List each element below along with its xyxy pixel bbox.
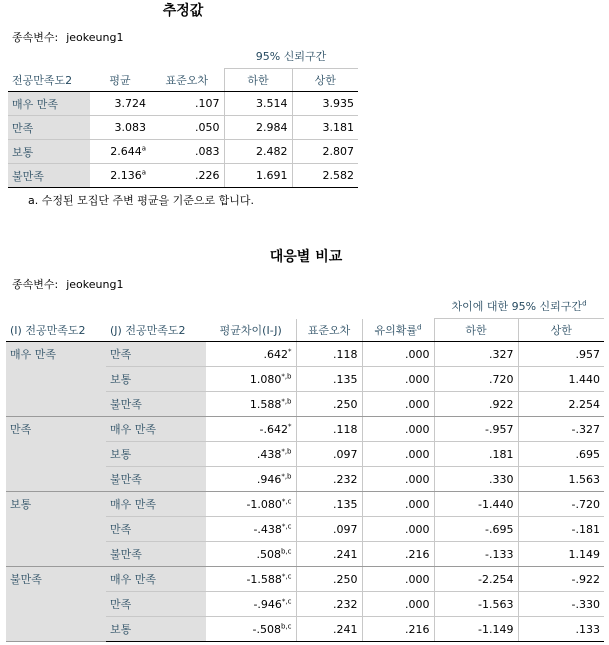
- mean-diff-cell: [206, 592, 296, 617]
- mean-diff-cell: [206, 517, 296, 542]
- sig-cell: .000: [362, 367, 434, 392]
- mean-diff-value: -.946: [253, 597, 282, 611]
- lower-cell: .327: [434, 342, 518, 367]
- se-cell: .250: [296, 392, 362, 417]
- mean-diff-sup: *,b: [281, 471, 292, 480]
- col-se: 표준오차: [150, 69, 224, 92]
- mean-diff-cell: [206, 392, 296, 417]
- dep-label: 종속변수:: [12, 31, 59, 44]
- upper-cell: 3.935: [292, 92, 358, 116]
- mean-diff-cell: [206, 417, 296, 442]
- mean-diff-sup: *,b: [281, 446, 292, 455]
- lower-cell: -.133: [434, 542, 518, 567]
- pairwise-title: 대응별 비교: [269, 249, 343, 265]
- upper-cell: -.720: [518, 492, 604, 517]
- diff-ci-header-text: 차이에 대한 95% 신뢰구간: [451, 300, 583, 313]
- mean-diff-value: -.642: [259, 422, 288, 436]
- mean-diff-value: -1.588: [246, 572, 282, 586]
- mean-diff-value: .946: [256, 472, 282, 486]
- pairwise-dependent-variable: [12, 276, 131, 292]
- se-cell: .232: [296, 592, 362, 617]
- group-label-i: 불만족: [6, 567, 106, 642]
- row-label: 보통: [8, 140, 90, 164]
- se-cell: .083: [150, 140, 224, 164]
- upper-cell: -.922: [518, 567, 604, 592]
- upper-cell: .957: [518, 342, 604, 367]
- estimates-row: [8, 116, 358, 140]
- pairwise-table: [6, 294, 604, 642]
- mean-diff-sup: *,b: [281, 371, 292, 380]
- lower-cell: 2.482: [224, 140, 292, 164]
- sig-cell: .216: [362, 617, 434, 642]
- sig-cell: .216: [362, 542, 434, 567]
- mean-diff-cell: [206, 542, 296, 567]
- mean-diff-cell: [206, 442, 296, 467]
- upper-cell: 2.807: [292, 140, 358, 164]
- mean-diff-cell: [206, 567, 296, 592]
- se-cell: .250: [296, 567, 362, 592]
- estimates-title: 추정값: [162, 3, 204, 19]
- mean-cell: [90, 92, 150, 116]
- label-j: 보통: [106, 367, 206, 392]
- mean-value: 2.136: [110, 169, 142, 182]
- mean-diff-value: -.438: [253, 522, 282, 536]
- col-mean: 평균: [90, 69, 150, 92]
- mean-diff-sup: *,c: [281, 596, 292, 605]
- row-label: 매우 만족: [8, 92, 90, 116]
- estimates-row: [8, 92, 358, 116]
- mean-diff-cell: [206, 617, 296, 642]
- col-se: 표준오차: [296, 319, 362, 342]
- estimates-dependent-variable: [12, 29, 131, 45]
- mean-diff-cell: [206, 367, 296, 392]
- label-j: 불만족: [106, 467, 206, 492]
- col-lower: 하한: [224, 69, 292, 92]
- mean-value: 2.644: [110, 145, 142, 158]
- pairwise-row: [6, 567, 604, 592]
- mean-diff-value: 1.588: [249, 397, 282, 411]
- row-label: 만족: [8, 116, 90, 140]
- lower-cell: .181: [434, 442, 518, 467]
- mean-diff-value: 1.080: [249, 372, 282, 386]
- se-cell: .118: [296, 417, 362, 442]
- mean-cell: [90, 116, 150, 140]
- diff-ci-sup: d: [582, 299, 587, 308]
- col-factor: 전공만족도2: [8, 69, 90, 92]
- mean-value: 3.083: [114, 121, 146, 134]
- mean-sup: a: [141, 168, 146, 177]
- col-upper: 상한: [292, 69, 358, 92]
- label-j: 만족: [106, 592, 206, 617]
- col-upper: 상한: [518, 319, 604, 342]
- upper-cell: .133: [518, 617, 604, 642]
- ci-header: 95% 신뢰구간: [224, 44, 358, 69]
- upper-cell: -.181: [518, 517, 604, 542]
- mean-diff-cell: [206, 467, 296, 492]
- mean-diff-cell: [206, 492, 296, 517]
- col-sig-text: 유의확률: [374, 323, 418, 337]
- mean-diff-value: .508: [256, 547, 281, 561]
- se-cell: .241: [296, 617, 362, 642]
- pairwise-row: [6, 342, 604, 367]
- mean-diff-sup: *,c: [281, 571, 292, 580]
- col-sig-sup: d: [417, 323, 422, 332]
- mean-sup: a: [141, 144, 146, 153]
- mean-diff-sup: b,c: [280, 621, 292, 630]
- pairwise-row: [6, 417, 604, 442]
- sig-cell: .000: [362, 417, 434, 442]
- mean-diff-sup: *: [288, 421, 292, 430]
- lower-cell: 1.691: [224, 164, 292, 188]
- se-cell: .135: [296, 492, 362, 517]
- upper-cell: .695: [518, 442, 604, 467]
- col-i: (I) 전공만족도2: [6, 319, 106, 342]
- upper-cell: 1.149: [518, 542, 604, 567]
- sig-cell: .000: [362, 392, 434, 417]
- sig-cell: .000: [362, 592, 434, 617]
- se-cell: .118: [296, 342, 362, 367]
- lower-cell: .330: [434, 467, 518, 492]
- upper-cell: 1.440: [518, 367, 604, 392]
- label-j: 보통: [106, 617, 206, 642]
- label-j: 만족: [106, 342, 206, 367]
- estimates-footnote: a. 수정된 모집단 주변 평균을 기준으로 합니다.: [28, 194, 254, 207]
- upper-cell: 3.181: [292, 116, 358, 140]
- upper-cell: 2.582: [292, 164, 358, 188]
- lower-cell: -1.563: [434, 592, 518, 617]
- mean-diff-value: -1.080: [246, 497, 282, 511]
- sig-cell: .000: [362, 467, 434, 492]
- col-j: (J) 전공만족도2: [106, 319, 206, 342]
- lower-cell: .922: [434, 392, 518, 417]
- estimates-row: [8, 140, 358, 164]
- mean-diff-sup: b,c: [280, 546, 292, 555]
- lower-cell: -.695: [434, 517, 518, 542]
- mean-diff-sup: *,c: [281, 496, 292, 505]
- group-label-i: 보통: [6, 492, 106, 567]
- se-cell: .097: [296, 517, 362, 542]
- row-label: 불만족: [8, 164, 90, 188]
- group-label-i: 만족: [6, 417, 106, 492]
- label-j: 만족: [106, 517, 206, 542]
- upper-cell: -.327: [518, 417, 604, 442]
- mean-diff-sup: *: [288, 346, 292, 355]
- mean-value: 3.724: [114, 97, 146, 110]
- se-cell: .097: [296, 442, 362, 467]
- sig-cell: .000: [362, 442, 434, 467]
- mean-diff-value: .438: [256, 447, 282, 461]
- upper-cell: 1.563: [518, 467, 604, 492]
- se-cell: .107: [150, 92, 224, 116]
- pairwise-row: [6, 492, 604, 517]
- se-cell: .241: [296, 542, 362, 567]
- mean-diff-value: -.508: [252, 622, 281, 636]
- group-label-i: 매우 만족: [6, 342, 106, 417]
- upper-cell: 2.254: [518, 392, 604, 417]
- se-cell: .135: [296, 367, 362, 392]
- mean-cell: [90, 140, 150, 164]
- upper-cell: -.330: [518, 592, 604, 617]
- mean-cell: [90, 164, 150, 188]
- dep-value: jeokeung1: [66, 278, 124, 291]
- diff-ci-header: [434, 294, 604, 319]
- lower-cell: 2.984: [224, 116, 292, 140]
- mean-diff-sup: *,c: [281, 521, 292, 530]
- lower-cell: -.957: [434, 417, 518, 442]
- col-mean-diff: 평균차이(I-J): [206, 319, 296, 342]
- sig-cell: .000: [362, 517, 434, 542]
- sig-cell: .000: [362, 567, 434, 592]
- label-j: 매우 만족: [106, 417, 206, 442]
- lower-cell: 3.514: [224, 92, 292, 116]
- lower-cell: -2.254: [434, 567, 518, 592]
- mean-diff-value: .642: [263, 347, 288, 361]
- dep-value: jeokeung1: [66, 31, 124, 44]
- lower-cell: -1.149: [434, 617, 518, 642]
- label-j: 불만족: [106, 392, 206, 417]
- estimates-table: [8, 44, 358, 188]
- lower-cell: -1.440: [434, 492, 518, 517]
- lower-cell: .720: [434, 367, 518, 392]
- se-cell: .050: [150, 116, 224, 140]
- label-j: 매우 만족: [106, 567, 206, 592]
- sig-cell: .000: [362, 342, 434, 367]
- dep-label: 종속변수:: [12, 278, 59, 291]
- label-j: 불만족: [106, 542, 206, 567]
- col-sig: [362, 319, 434, 342]
- se-cell: .226: [150, 164, 224, 188]
- label-j: 매우 만족: [106, 492, 206, 517]
- mean-diff-sup: *,b: [281, 396, 292, 405]
- col-lower: 하한: [434, 319, 518, 342]
- se-cell: .232: [296, 467, 362, 492]
- label-j: 보통: [106, 442, 206, 467]
- mean-diff-cell: [206, 342, 296, 367]
- sig-cell: .000: [362, 492, 434, 517]
- estimates-row: [8, 164, 358, 188]
